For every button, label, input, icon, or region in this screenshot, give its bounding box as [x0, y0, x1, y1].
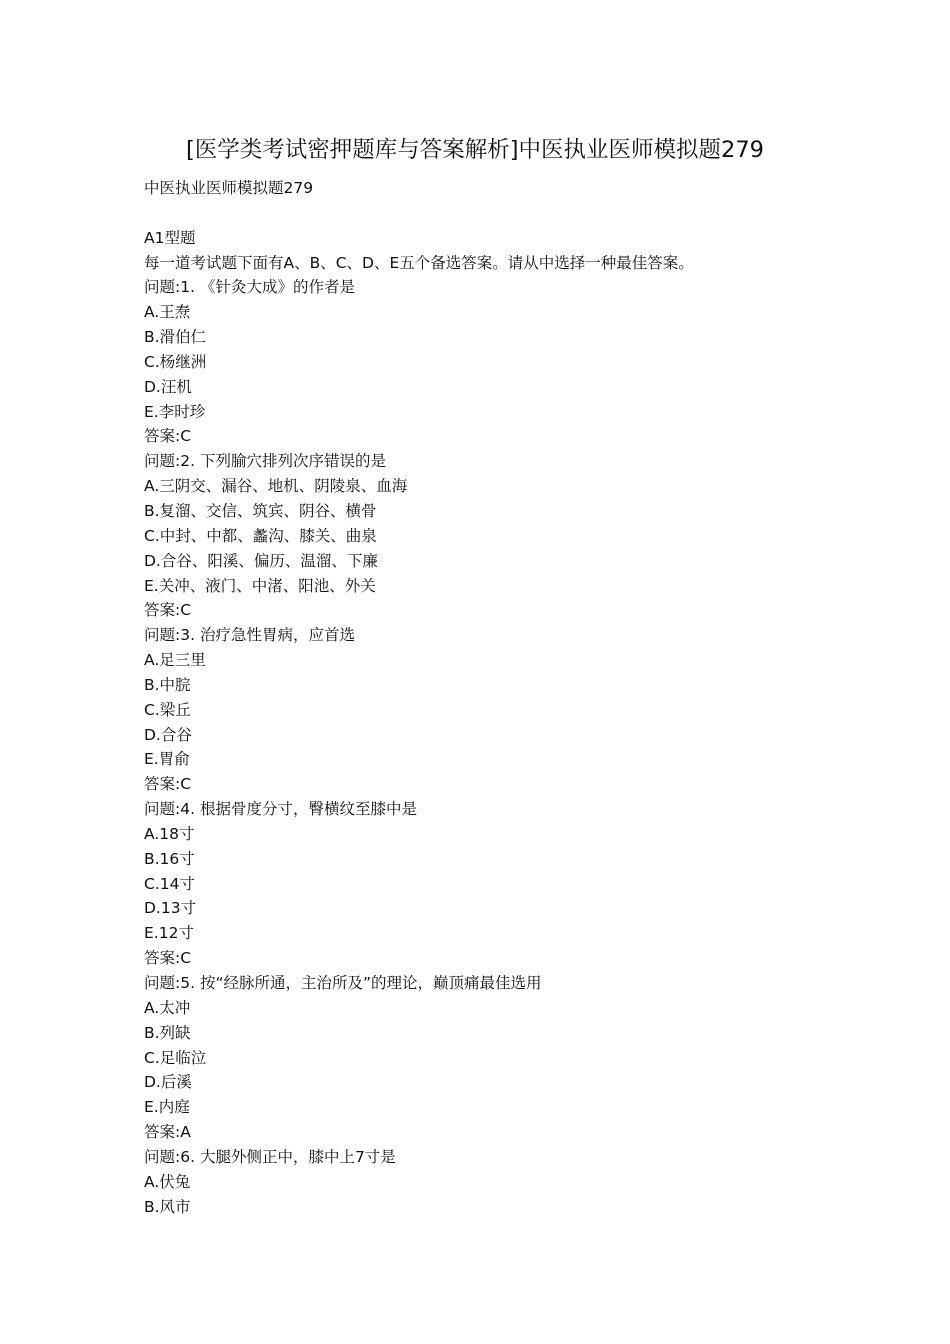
option-b: B.滑伯仁: [144, 328, 207, 347]
option-c: C.中封、中都、蠡沟、膝关、曲泉: [144, 526, 377, 545]
question-stem: 问题:1. 《针灸大成》的作者是: [144, 278, 355, 297]
question-1: [144, 275, 844, 449]
question-stem: 问题:3. 治疗急性胃病，应首选: [144, 626, 355, 645]
question-answer: 答案:A: [144, 1123, 191, 1142]
option-b: B.复溜、交信、筑宾、阴谷、横骨: [144, 501, 377, 520]
option-c: C.足临泣: [144, 1048, 207, 1067]
question-answer: 答案:C: [144, 949, 192, 968]
blank-line: [144, 201, 844, 226]
document-subtitle: 中医执业医师模拟题279: [144, 179, 314, 197]
option-b: B.列缺: [144, 1023, 191, 1042]
option-e: E.内庭: [144, 1098, 190, 1117]
option-a: A.18寸: [144, 824, 195, 843]
option-c: C.杨继洲: [144, 352, 207, 371]
section-heading: A1型题: [144, 228, 196, 247]
option-c: C.梁丘: [144, 700, 191, 719]
option-a: A.三阴交、漏谷、地机、阴陵泉、血海: [144, 477, 408, 496]
question-stem: 问题:4. 根据骨度分寸，臀横纹至膝中是: [144, 800, 417, 819]
question-3: [144, 623, 844, 797]
option-b: B.16寸: [144, 849, 195, 868]
question-stem: 问题:2. 下列腧穴排列次序错误的是: [144, 452, 386, 471]
option-b: B.中脘: [144, 675, 191, 694]
question-answer: 答案:C: [144, 775, 192, 794]
option-d: D.合谷、阳溪、偏历、温溜、下廉: [144, 551, 378, 570]
question-2: [144, 449, 844, 623]
question-answer: 答案:C: [144, 427, 192, 446]
option-a: A.太冲: [144, 998, 191, 1017]
document-body: [144, 176, 844, 1219]
option-a: A.伏兔: [144, 1172, 191, 1191]
option-b: B.风市: [144, 1197, 191, 1216]
question-answer: 答案:C: [144, 601, 192, 620]
option-d: D.汪机: [144, 377, 192, 396]
option-e: E.胃俞: [144, 750, 190, 769]
option-d: D.13寸: [144, 899, 197, 918]
question-6: [144, 1145, 844, 1220]
question-stem: 问题:6. 大腿外侧正中，膝中上7寸是: [144, 1147, 396, 1166]
option-a: A.足三里: [144, 651, 206, 670]
option-e: E.李时珍: [144, 402, 206, 421]
section-instruction: 每一道考试题下面有A、B、C、D、E五个备选答案。请从中选择一种最佳答案。: [144, 253, 694, 272]
option-d: D.后溪: [144, 1073, 192, 1092]
option-c: C.14寸: [144, 874, 195, 893]
question-5: [144, 971, 844, 1145]
option-a: A.王焘: [144, 303, 191, 322]
option-d: D.合谷: [144, 725, 192, 744]
question-stem: 问题:5. 按“经脉所通，主治所及”的理论，巅顶痛最佳选用: [144, 974, 542, 992]
option-e: E.12寸: [144, 924, 194, 943]
option-e: E.关冲、液门、中渚、阳池、外关: [144, 576, 376, 595]
question-4: [144, 797, 844, 971]
document-title: [医学类考试密押题库与答案解析]中医执业医师模拟题279: [185, 137, 764, 163]
